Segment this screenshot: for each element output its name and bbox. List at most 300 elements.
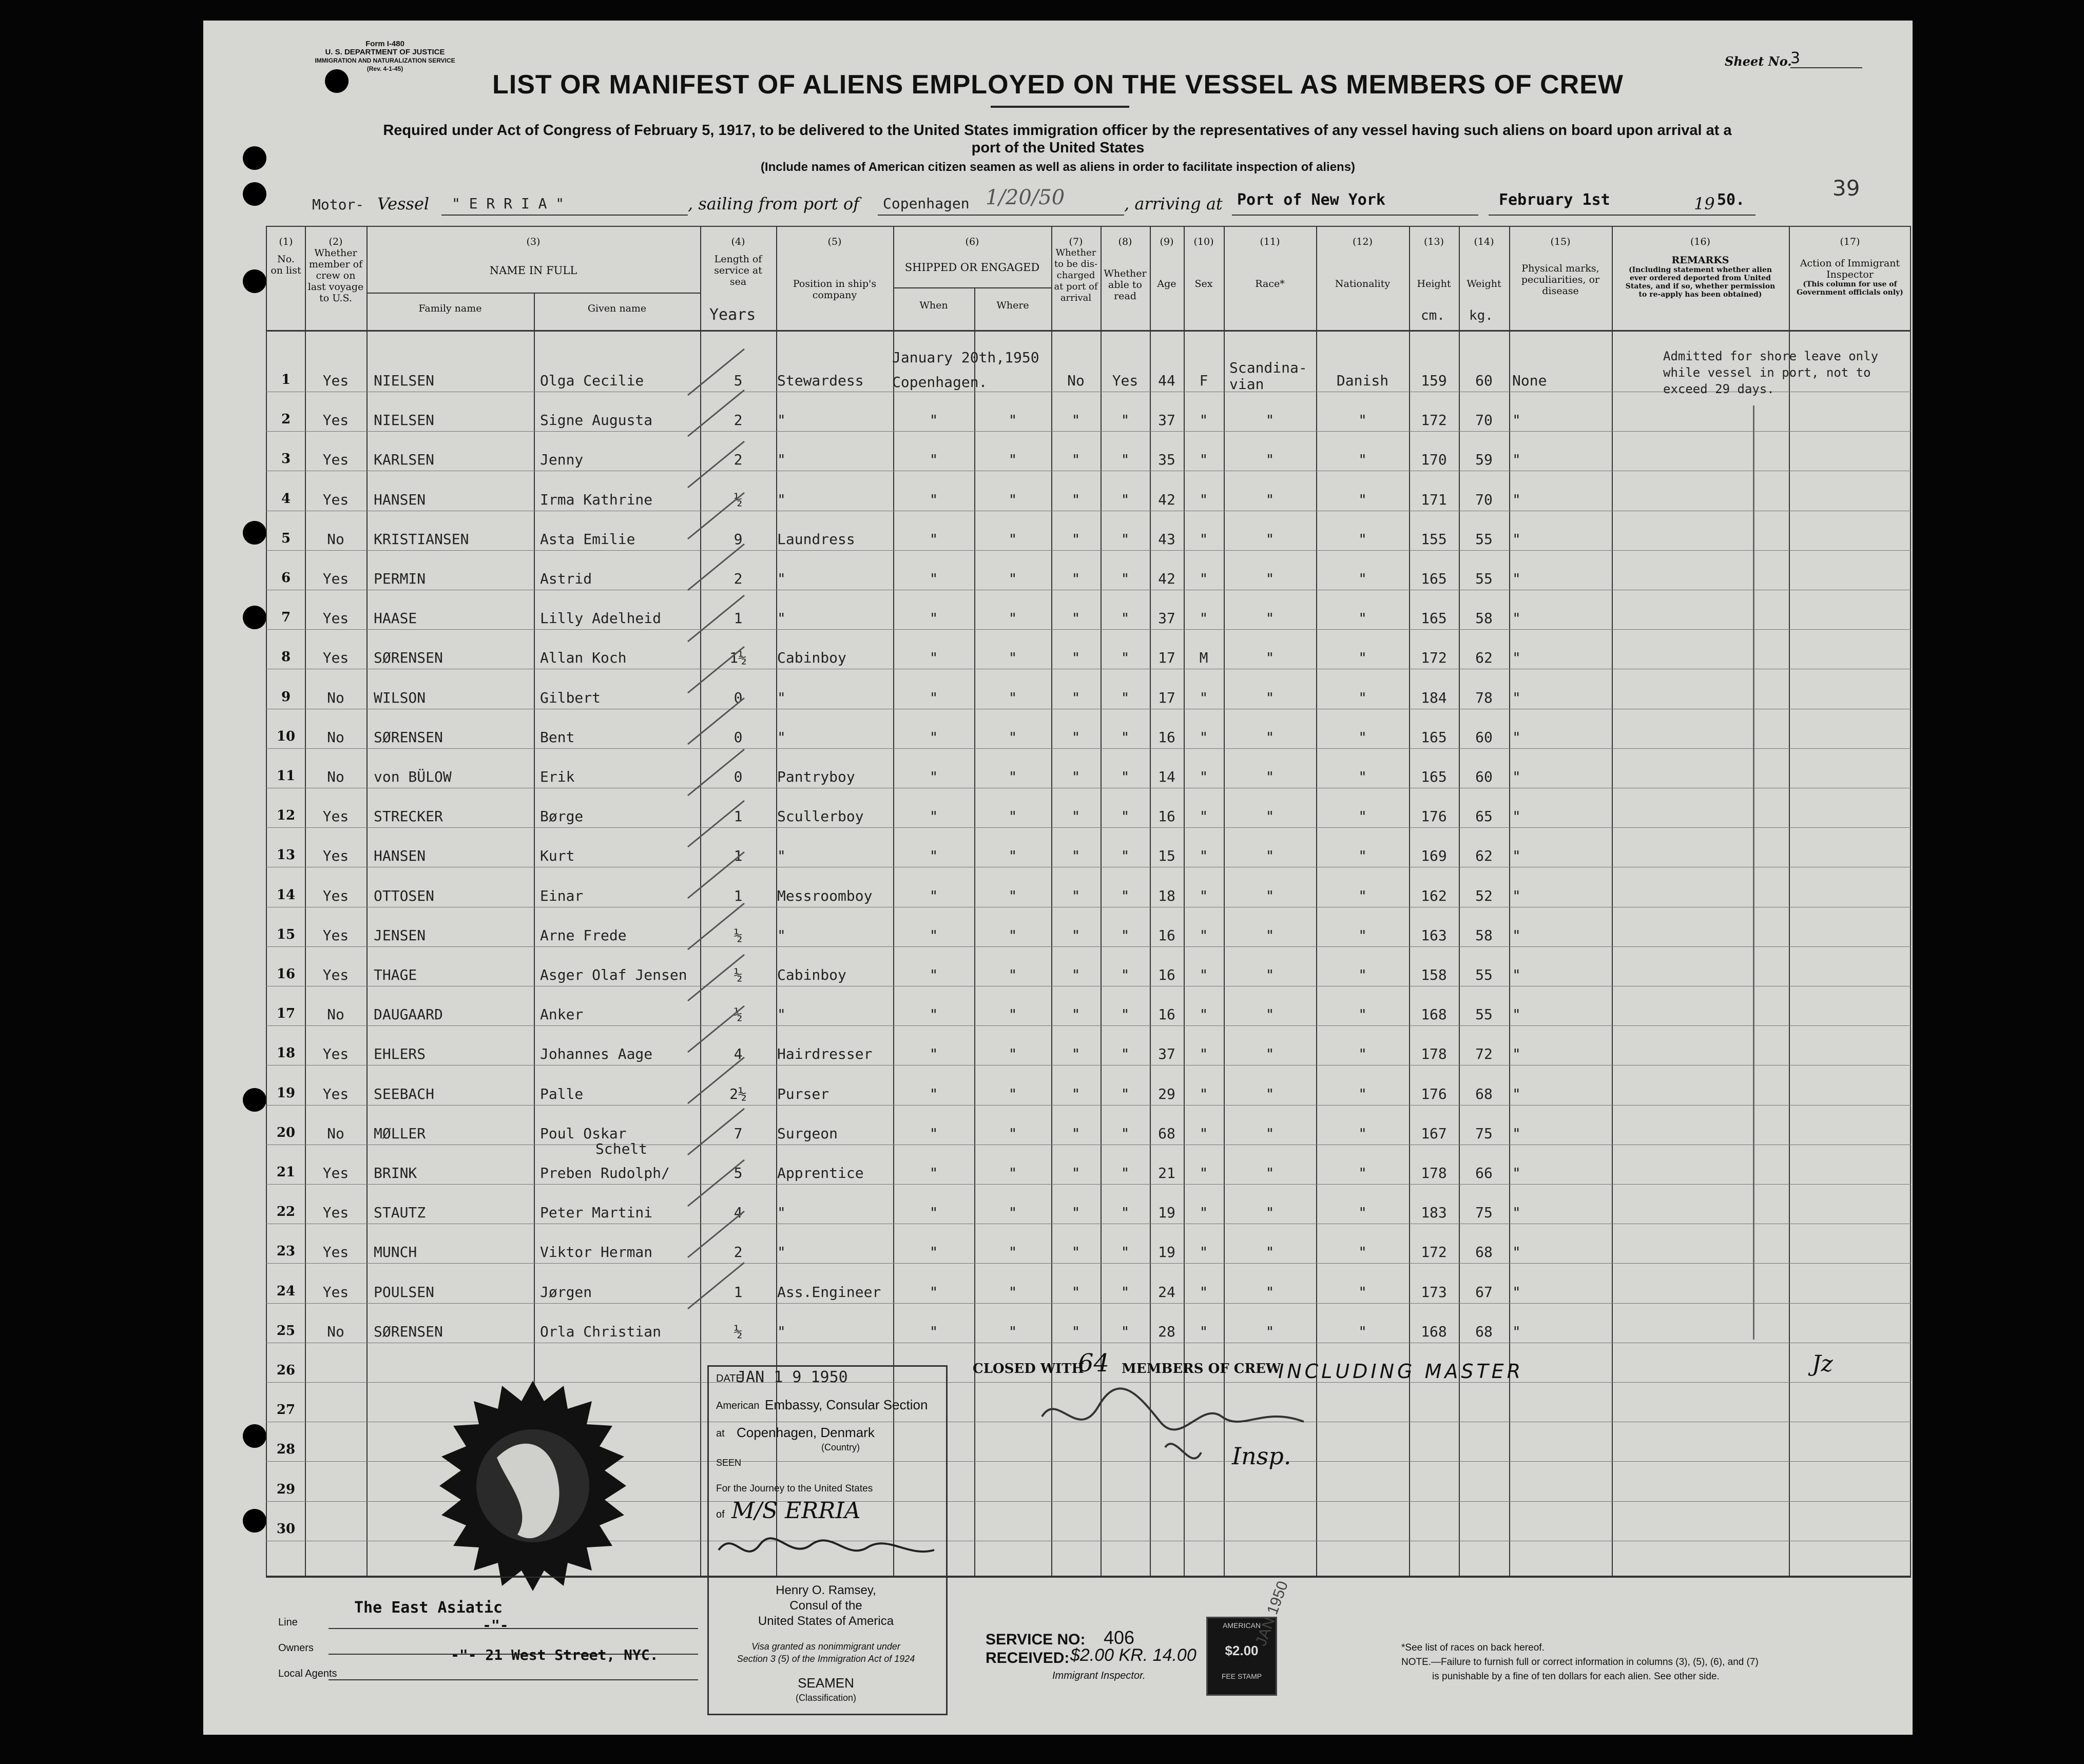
row-family: JENSEN [374,927,426,944]
row-position: Cabinboy [777,649,846,666]
row-rule [266,1025,1911,1026]
row-race: " [1265,1284,1275,1301]
row-where: " [1008,966,1017,983]
fee-stamp-value: $2.00 [1225,1643,1259,1658]
col-label: No. on list [271,254,301,276]
row-age: 42 [1158,570,1175,587]
row-where: " [1008,531,1017,548]
row-nationality: " [1358,729,1367,746]
row-given: Poul Oskar [540,1125,627,1142]
stamp-of-label: of [716,1509,725,1520]
row-age: 35 [1158,451,1175,468]
col-divider [305,226,306,1577]
row-no: 20 [276,1125,296,1140]
col-number: (15) [1550,236,1571,247]
row-no: 16 [276,966,296,982]
row-family: OTTOSEN [374,887,435,904]
remarks-ditto-line [1753,405,1754,1340]
row-height: 165 [1421,768,1447,785]
row-weight: 70 [1475,491,1493,508]
row-rule [266,1303,1911,1304]
row-marks: " [1512,451,1521,468]
row-prev: Yes [322,451,349,468]
row-no: 23 [276,1244,296,1259]
postmark: JAN 1950 [1252,1579,1292,1649]
row-weight: 68 [1475,1244,1493,1261]
row-sex: " [1199,1323,1208,1340]
col13-unit: cm. [1421,308,1445,323]
col-label: Race* [1255,278,1285,289]
row-service: 5 [734,1165,743,1181]
row-when: " [929,1284,938,1301]
row-rule [266,946,1911,947]
row-no: 22 [276,1204,296,1219]
row-where: " [1008,412,1017,429]
row-nationality: " [1358,1165,1367,1181]
row-sex: " [1199,966,1208,983]
row-read: " [1121,1244,1130,1261]
row-position: Stewardess [777,372,864,389]
row-height: 176 [1421,808,1447,825]
col3-header [366,236,700,276]
row-family: STAUTZ [374,1204,426,1221]
row-marks: " [1512,570,1521,587]
row-given: Jenny [540,451,584,468]
row-marks: " [1512,1006,1521,1023]
row-where: " [1008,1284,1017,1301]
col-sublabel: (This column for use of Government officials only) [1797,280,1903,297]
row-no: 8 [281,649,291,665]
service-label: SERVICE NO: [986,1631,1086,1648]
row-sex: " [1199,1045,1208,1062]
row-service: 2 [734,1244,743,1261]
col-label: REMARKS [1671,255,1729,266]
row-position: " [777,1244,786,1261]
row-nationality: " [1358,412,1367,429]
row-age: 29 [1158,1085,1175,1102]
row-height: 169 [1421,847,1447,864]
crew-count: 64 [1078,1349,1110,1378]
row-marks: " [1512,768,1521,785]
row-read: " [1121,927,1130,944]
row-weight: 55 [1475,531,1493,548]
row-weight: 60 [1475,768,1493,785]
row-where: " [1008,1045,1017,1062]
row-service: 1 [734,887,743,904]
stamp-date: JAN 1 9 1950 [737,1368,848,1386]
row-given: Palle [540,1085,584,1102]
form-revision: (Rev. 4-1-45) [366,65,403,72]
row-no: 24 [276,1284,296,1299]
row-rule [266,1263,1911,1264]
col-label: Age [1157,278,1176,289]
row-age: 16 [1158,729,1175,746]
row-rule [266,550,1911,551]
row-age: 17 [1158,649,1175,666]
embossed-seal [425,1381,641,1596]
row-read: " [1121,966,1130,983]
row-weight: 62 [1475,847,1493,864]
row-weight: 75 [1475,1125,1493,1142]
row-when: " [929,808,938,825]
row-given: Viktor Herman [540,1244,653,1261]
row-service: 2 [734,570,743,587]
row-prev: No [327,1125,344,1142]
owners-value: -"- [483,1617,509,1634]
arriving-port: Port of New York [1237,191,1385,209]
row-family: KARLSEN [374,451,435,468]
row-family: SØRENSEN [374,649,443,666]
col-label: Length of service at sea [714,254,762,287]
row-when: " [929,887,938,904]
row-position: Scullerboy [777,808,864,825]
row-family: von BÜLOW [374,768,452,785]
row-age: 16 [1158,966,1175,983]
row-service: 0 [734,729,743,746]
row-family: NIELSEN [374,372,435,389]
col-label: Nationality [1335,278,1391,289]
row-service: 0 [734,768,743,785]
col16-header [1613,236,1788,299]
row-nationality: " [1358,887,1367,904]
row-position: " [777,729,786,746]
row-sex: " [1199,451,1208,468]
row-age: 37 [1158,610,1175,627]
row-when: " [929,649,938,666]
punch-hole [243,606,266,629]
row-sex: " [1199,1244,1208,1261]
row-weight: 78 [1475,689,1493,706]
vessel-name: " E R R I A " [452,195,565,212]
row-sex: " [1199,689,1208,706]
including-master-handwritten: INCLUDING MASTER [1278,1360,1524,1383]
row-prev: Yes [322,649,349,666]
row-marks: " [1512,1244,1521,1261]
row-family: EHLERS [374,1045,426,1062]
row-nationality: " [1358,1284,1367,1301]
sheet-label: Sheet No. [1725,54,1792,69]
row-prev: Yes [322,1045,349,1062]
row-given: Bent [540,729,575,746]
row-age: 15 [1158,847,1175,864]
sailing-date-handwritten: 1/20/50 [986,186,1065,209]
row-given: Johannes Aage [540,1045,653,1062]
row-discharged: " [1071,1085,1080,1102]
pencil-slashes [683,339,755,1365]
row-race: " [1265,531,1275,548]
race-value-line1: Scandina- [1229,359,1307,376]
col-number: (9) [1160,236,1174,247]
row-sex: " [1199,570,1208,587]
row-discharged: " [1071,1006,1080,1023]
row-nationality: " [1358,1006,1367,1023]
col6b-header: Where [996,300,1029,311]
row-height: 158 [1421,966,1447,983]
row-weight: 59 [1475,451,1493,468]
row-position: " [777,1323,786,1340]
row-sex: " [1199,887,1208,904]
punch-hole [243,521,266,545]
col-label: Whether member of crew on last voyage to U.S. [307,247,364,304]
row-given: Arne Frede [540,927,627,944]
classification-label: (Classification) [795,1693,857,1703]
row21-extra-name: Schelt [595,1140,648,1157]
row-marks: " [1512,1284,1521,1301]
consul-signature [713,1529,939,1565]
col-label: Whether to be dis-charged at port of arrival [1054,247,1098,303]
row-height: 178 [1421,1045,1447,1062]
row-service: 1 [734,610,743,627]
row-read: " [1121,689,1130,706]
row-no: 18 [276,1045,296,1061]
row-when: " [929,491,938,508]
row-position: " [777,570,786,587]
col14-unit: kg. [1469,308,1493,323]
row-discharged: " [1071,689,1080,706]
row-discharged: " [1071,412,1080,429]
form-department: U. S. DEPARTMENT OF JUSTICE [325,48,445,56]
col10-header [1185,236,1223,289]
row-given: Allan Koch [540,649,627,666]
row-given: Lilly Adelheid [540,610,662,627]
row-discharged: " [1071,1165,1080,1181]
punch-hole [243,1088,266,1112]
row-position: Hairdresser [777,1045,873,1062]
row-no: 5 [281,531,291,546]
row-service: 1½ [729,649,747,666]
row-no: 2 [281,412,291,427]
closed-with-label: CLOSED WITH [973,1361,1085,1377]
row-position: Messroomboy [777,887,873,904]
remarks-line1: Admitted for shore leave only [1663,349,1879,363]
row-nationality: " [1358,649,1367,666]
row-height: 168 [1421,1323,1447,1340]
row-given: Asta Emilie [540,531,635,548]
row-race: " [1265,412,1275,429]
remarks-line3: exceed 29 days. [1663,382,1774,396]
row-race: " [1265,1045,1275,1062]
row-no: 13 [276,847,296,863]
row-position: Pantryboy [777,768,855,785]
row-discharged: " [1071,887,1080,904]
col13-header [1410,236,1458,289]
consul-title2: United States of America [758,1614,894,1628]
agents-label: Local Agents [278,1668,337,1679]
col9-header [1151,236,1183,289]
row-height: 165 [1421,729,1447,746]
row-given: Signe Augusta [540,412,653,429]
row-age: 19 [1158,1204,1175,1221]
row-family: WILSON [374,689,426,706]
row-discharged: " [1071,649,1080,666]
service-number: 406 [1104,1627,1135,1648]
col8-header [1102,236,1149,302]
row-sex: " [1199,808,1208,825]
row-sex: " [1199,729,1208,746]
row-service: 2 [734,412,743,429]
row-read: " [1121,412,1130,429]
row-family: MØLLER [374,1125,426,1142]
col3a-header: Family name [418,303,482,314]
members-label: MEMBERS OF CREW [1122,1361,1281,1377]
row-discharged: " [1071,1204,1080,1221]
row-family: SEEBACH [374,1085,435,1102]
port-underline [878,215,1124,216]
row-weight: 55 [1475,570,1493,587]
row-discharged: " [1071,1244,1080,1261]
row-position: Surgeon [777,1125,838,1142]
row-prev: Yes [322,927,349,944]
row-given: Einar [540,887,584,904]
row-read: " [1121,451,1130,468]
row-position: " [777,927,786,944]
row-when: " [929,1165,938,1181]
row-where: " [1008,1085,1017,1102]
col-label: SHIPPED OR ENGAGED [904,261,1040,274]
row-read: " [1121,1284,1130,1301]
sailing-label: , sailing from port of [688,194,859,214]
row-given: Asger Olaf Jensen [540,966,687,983]
fee-stamp-top: AMERICAN [1223,1621,1261,1630]
row-when: " [929,1323,938,1340]
row-read: " [1121,570,1130,587]
punch-hole [243,182,266,206]
row-weight: 67 [1475,1284,1493,1301]
row-prev: No [327,768,344,785]
received-label: RECEIVED: [986,1650,1070,1666]
note-races: *See list of races on back hereof. [1401,1642,1545,1653]
arriving-label: , arriving at [1124,194,1223,214]
row-height: 173 [1421,1284,1447,1301]
row-read: " [1121,847,1130,864]
arriving-underline [1232,215,1478,216]
row-when: " [929,689,938,706]
row-weight: 66 [1475,1165,1493,1181]
row-weight: 55 [1475,1006,1493,1023]
row-marks: " [1512,1204,1521,1221]
row-where: " [1008,491,1017,508]
row-nationality: " [1358,1323,1367,1340]
col-number: (4) [731,236,745,247]
row-family: DAUGAARD [374,1006,443,1023]
row-family: SØRENSEN [374,1323,443,1340]
row-age: 16 [1158,1006,1175,1023]
subtitle-port: port of the United States [971,140,1145,156]
row-height: 183 [1421,1204,1447,1221]
row-family: STRECKER [374,808,443,825]
stamp-vessel: M/S ERRIA [731,1498,861,1524]
row-given: Olga Cecilie [540,372,644,389]
row-family: NIELSEN [374,412,435,429]
vessel-label: Vessel [377,194,430,214]
received-amount: $2.00 KR. 14.00 [1070,1645,1197,1665]
row-height: 159 [1421,372,1447,389]
row-read: " [1121,887,1130,904]
row-nationality: " [1358,1085,1367,1102]
row-read: " [1121,491,1130,508]
row-weight: 75 [1475,1204,1493,1221]
col4-header [701,236,775,287]
row-where: " [1008,768,1017,785]
row-service: 2½ [729,1085,747,1102]
row-given: Kurt [540,847,575,864]
row-age: 18 [1158,887,1175,904]
row-service: 4 [734,1204,743,1221]
agents-underline [329,1679,698,1680]
punch-hole [243,269,266,293]
row-service: ½ [734,966,743,983]
row-where: " [1008,887,1017,904]
col2-header [307,236,364,304]
year-suffix: 50. [1717,191,1745,209]
stamp-date-label: DATE [716,1373,743,1384]
row-discharged: " [1071,491,1080,508]
row-discharged: " [1071,1323,1080,1340]
row-where: " [1008,689,1017,706]
row-marks: " [1512,1165,1521,1181]
row-height: 178 [1421,1165,1447,1181]
col-label: Physical marks, peculiarities, or disease [1521,263,1600,297]
row-marks: " [1512,729,1521,746]
row-nationality: " [1358,768,1367,785]
row-race: " [1265,1323,1275,1340]
row-rule [266,629,1911,630]
row-given: Preben Rudolph/ [540,1165,670,1181]
visa-line1: Visa granted as nonimmigrant under [751,1641,900,1652]
row-when: " [929,1125,938,1142]
row-sex: " [1199,1204,1208,1221]
row-position: " [777,847,786,864]
row-nationality: " [1358,966,1367,983]
row-prev: Yes [322,610,349,627]
row-weight: 70 [1475,412,1493,429]
shipped-place: Copenhagen. [892,374,988,391]
col-number: (13) [1423,236,1444,247]
header-bottom-rule [266,330,1911,332]
row-when: " [929,570,938,587]
row-when: " [929,1204,938,1221]
row-weight: 68 [1475,1323,1493,1340]
subtitle-note: (Include names of American citizen seamen as well as aliens in order to facilitate inspection of aliens) [760,160,1356,174]
row-rule [266,827,1911,828]
col17-initials: Jz [1812,1351,1833,1377]
page-title: LIST OR MANIFEST OF ALIENS EMPLOYED ON THE VESSEL AS MEMBERS OF CREW [492,70,1624,100]
row-no: 19 [276,1085,296,1101]
col15-header [1510,236,1611,297]
row-family: SØRENSEN [374,729,443,746]
row-race: " [1265,1244,1275,1261]
row-given: Astrid [540,570,592,587]
col-number: (5) [827,236,842,247]
row-weight: 52 [1475,887,1493,904]
col17-header [1790,236,1910,297]
consul-name: Henry O. Ramsey, [776,1583,876,1597]
col-number: (17) [1840,236,1860,247]
row-rule [266,431,1911,432]
row-discharged: " [1071,451,1080,468]
row-age: 24 [1158,1284,1175,1301]
row-age: 68 [1158,1125,1175,1142]
row-prev: No [327,531,344,548]
row-prev: Yes [322,1204,349,1221]
row-given: Orla Christian [540,1323,662,1340]
stamp-country: (Country) [821,1442,860,1452]
row-where: " [1008,610,1017,627]
col-label: NAME IN FULL [489,264,577,277]
fee-stamp-bottom: FEE STAMP [1221,1672,1262,1680]
row-where: " [1008,570,1017,587]
col-number: (6) [965,236,979,247]
